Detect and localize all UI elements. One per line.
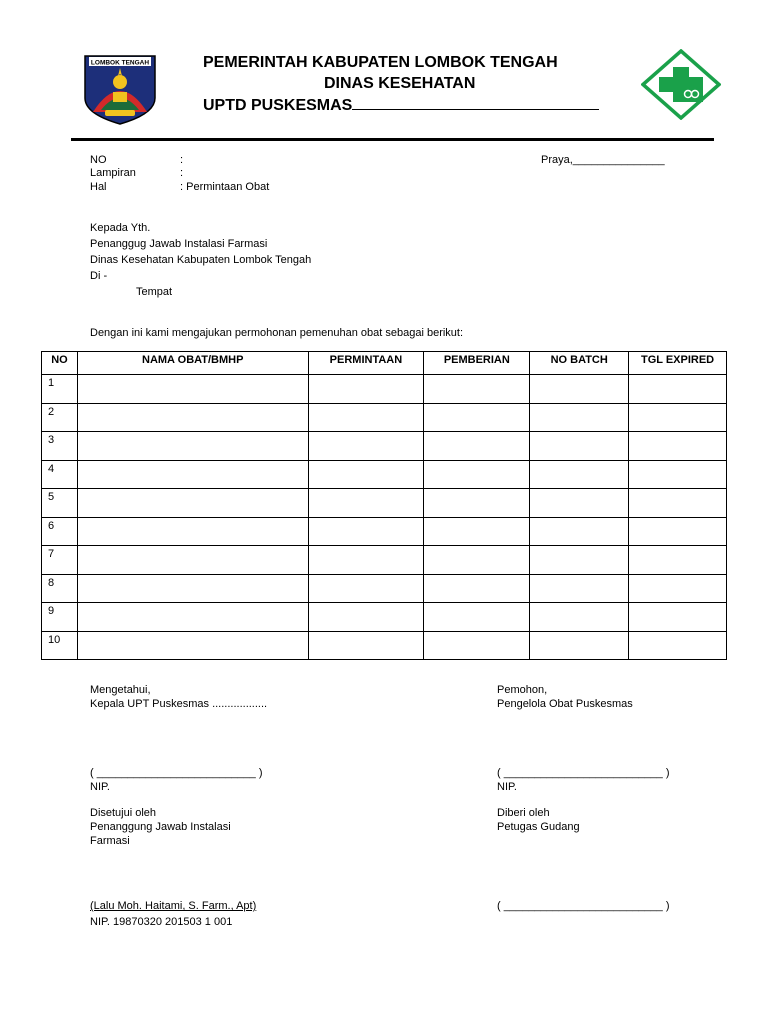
nama-obat-cell[interactable] (77, 631, 308, 660)
table-row (42, 403, 727, 432)
row-number: 7 (42, 546, 78, 575)
table-row (42, 432, 727, 461)
pemohon-label: Pemohon, (497, 684, 548, 696)
mengetahui-label: Mengetahui, (90, 684, 151, 696)
address-line4: Di - (90, 270, 108, 282)
row-number: 3 (42, 432, 78, 461)
lampiran-colon: : (180, 167, 184, 179)
no-colon: : (180, 154, 184, 166)
row-number: 4 (42, 460, 78, 489)
tgl-expired-cell[interactable] (629, 460, 727, 489)
permintaan-cell[interactable] (308, 375, 424, 404)
col-header-nama-obat: NAMA OBAT/BMHP (77, 352, 308, 375)
table-row (42, 603, 727, 632)
puskesmas-name-blank (352, 95, 599, 110)
address-line5: Tempat (136, 286, 173, 298)
kepala-upt-nip: NIP. (90, 781, 110, 793)
tgl-expired-cell[interactable] (629, 403, 727, 432)
pengelola-signature-blank: ( __________________________ ) (497, 767, 670, 779)
nama-obat-cell[interactable] (77, 432, 308, 461)
tgl-expired-cell[interactable] (629, 546, 727, 575)
pemberian-cell[interactable] (424, 517, 530, 546)
medicine-request-table (41, 351, 727, 660)
row-number: 9 (42, 603, 78, 632)
letterhead-line1: PEMERINTAH KABUPATEN LOMBOK TENGAH (203, 54, 558, 71)
nama-obat-cell[interactable] (77, 546, 308, 575)
table-row (42, 546, 727, 575)
table-row (42, 631, 727, 660)
no-batch-cell[interactable] (530, 432, 629, 461)
permintaan-cell[interactable] (308, 631, 424, 660)
no-batch-cell[interactable] (530, 546, 629, 575)
table-row (42, 574, 727, 603)
farmasi-label: Farmasi (90, 835, 130, 847)
tgl-expired-cell[interactable] (629, 574, 727, 603)
col-header-permintaan: PERMINTAAN (308, 352, 424, 375)
permintaan-cell[interactable] (308, 489, 424, 518)
col-header-no: NO (42, 352, 78, 375)
col-header-tgl-expired: TGL EXPIRED (629, 352, 727, 375)
permintaan-cell[interactable] (308, 574, 424, 603)
tgl-expired-cell[interactable] (629, 432, 727, 461)
tgl-expired-cell[interactable] (629, 517, 727, 546)
place-date: Praya,_______________ (541, 154, 665, 166)
pemberian-cell[interactable] (424, 375, 530, 404)
address-line2: Penanggug Jawab Instalasi Farmasi (90, 238, 268, 250)
pj-instalasi-nip: NIP. 19870320 201503 1 001 (90, 916, 233, 928)
tgl-expired-cell[interactable] (629, 489, 727, 518)
row-number: 8 (42, 574, 78, 603)
permintaan-cell[interactable] (308, 403, 424, 432)
nama-obat-cell[interactable] (77, 403, 308, 432)
nama-obat-cell[interactable] (77, 517, 308, 546)
letterhead-line3-text: UPTD PUSKESMAS (203, 97, 353, 114)
table-row (42, 517, 727, 546)
puskesmas-logo (641, 49, 721, 120)
no-batch-cell[interactable] (530, 517, 629, 546)
row-number: 2 (42, 403, 78, 432)
nama-obat-cell[interactable] (77, 375, 308, 404)
hal-label: Hal (90, 181, 107, 193)
pemberian-cell[interactable] (424, 631, 530, 660)
permintaan-cell[interactable] (308, 517, 424, 546)
petugas-gudang-signature-blank: ( __________________________ ) (497, 900, 670, 912)
row-number: 6 (42, 517, 78, 546)
table-header-row (42, 352, 727, 375)
pengelola-nip: NIP. (497, 781, 517, 793)
diberi-oleh-label: Diberi oleh (497, 807, 550, 819)
nama-obat-cell[interactable] (77, 460, 308, 489)
col-header-no-batch: NO BATCH (530, 352, 629, 375)
intro-text: Dengan ini kami mengajukan permohonan pemenuhan obat sebagai berikut: (90, 327, 464, 339)
permintaan-cell[interactable] (308, 603, 424, 632)
hal-value: : Permintaan Obat (180, 181, 270, 193)
kepala-upt-label: Kepala UPT Puskesmas .................. (90, 698, 268, 710)
nama-obat-cell[interactable] (77, 489, 308, 518)
col-header-pemberian: PEMBERIAN (424, 352, 530, 375)
pemberian-cell[interactable] (424, 574, 530, 603)
no-batch-cell[interactable] (530, 375, 629, 404)
disetujui-label: Disetujui oleh (90, 807, 157, 819)
permintaan-cell[interactable] (308, 546, 424, 575)
no-label: NO (90, 154, 107, 166)
letterhead-line2: DINAS KESEHATAN (324, 75, 476, 92)
letterhead-divider (71, 138, 714, 141)
pemberian-cell[interactable] (424, 460, 530, 489)
permintaan-cell[interactable] (308, 460, 424, 489)
lampiran-label: Lampiran (90, 167, 136, 179)
address-line1: Kepada Yth. (90, 222, 151, 234)
pemberian-cell[interactable] (424, 603, 530, 632)
petugas-gudang-label: Petugas Gudang (497, 821, 580, 833)
logo-left-text: LOMBOK TENGAH (90, 59, 150, 67)
tgl-expired-cell[interactable] (629, 631, 727, 660)
row-number: 1 (42, 375, 78, 404)
no-batch-cell[interactable] (530, 631, 629, 660)
pemberian-cell[interactable] (424, 432, 530, 461)
table-row (42, 460, 727, 489)
pemberian-cell[interactable] (424, 489, 530, 518)
no-batch-cell[interactable] (530, 603, 629, 632)
pj-instalasi-name: (Lalu Moh. Haitami, S. Farm., Apt) (90, 900, 257, 912)
no-batch-cell[interactable] (530, 574, 629, 603)
no-batch-cell[interactable] (530, 460, 629, 489)
kepala-upt-signature-blank: ( __________________________ ) (90, 767, 263, 779)
tgl-expired-cell[interactable] (629, 375, 727, 404)
row-number: 10 (42, 631, 78, 660)
table-row (42, 489, 727, 518)
pengelola-obat-label: Pengelola Obat Puskesmas (497, 698, 633, 710)
no-batch-cell[interactable] (530, 489, 629, 518)
nama-obat-cell[interactable] (77, 603, 308, 632)
tgl-expired-cell[interactable] (629, 603, 727, 632)
permintaan-cell[interactable] (308, 432, 424, 461)
no-batch-cell[interactable] (530, 403, 629, 432)
row-number: 5 (42, 489, 78, 518)
pemberian-cell[interactable] (424, 546, 530, 575)
pemberian-cell[interactable] (424, 403, 530, 432)
lombok-tengah-logo (83, 52, 157, 126)
address-line3: Dinas Kesehatan Kabupaten Lombok Tengah (90, 254, 312, 266)
pj-instalasi-label: Penanggung Jawab Instalasi (90, 821, 231, 833)
nama-obat-cell[interactable] (77, 574, 308, 603)
letterhead-line3 (203, 95, 599, 116)
table-row (42, 375, 727, 404)
